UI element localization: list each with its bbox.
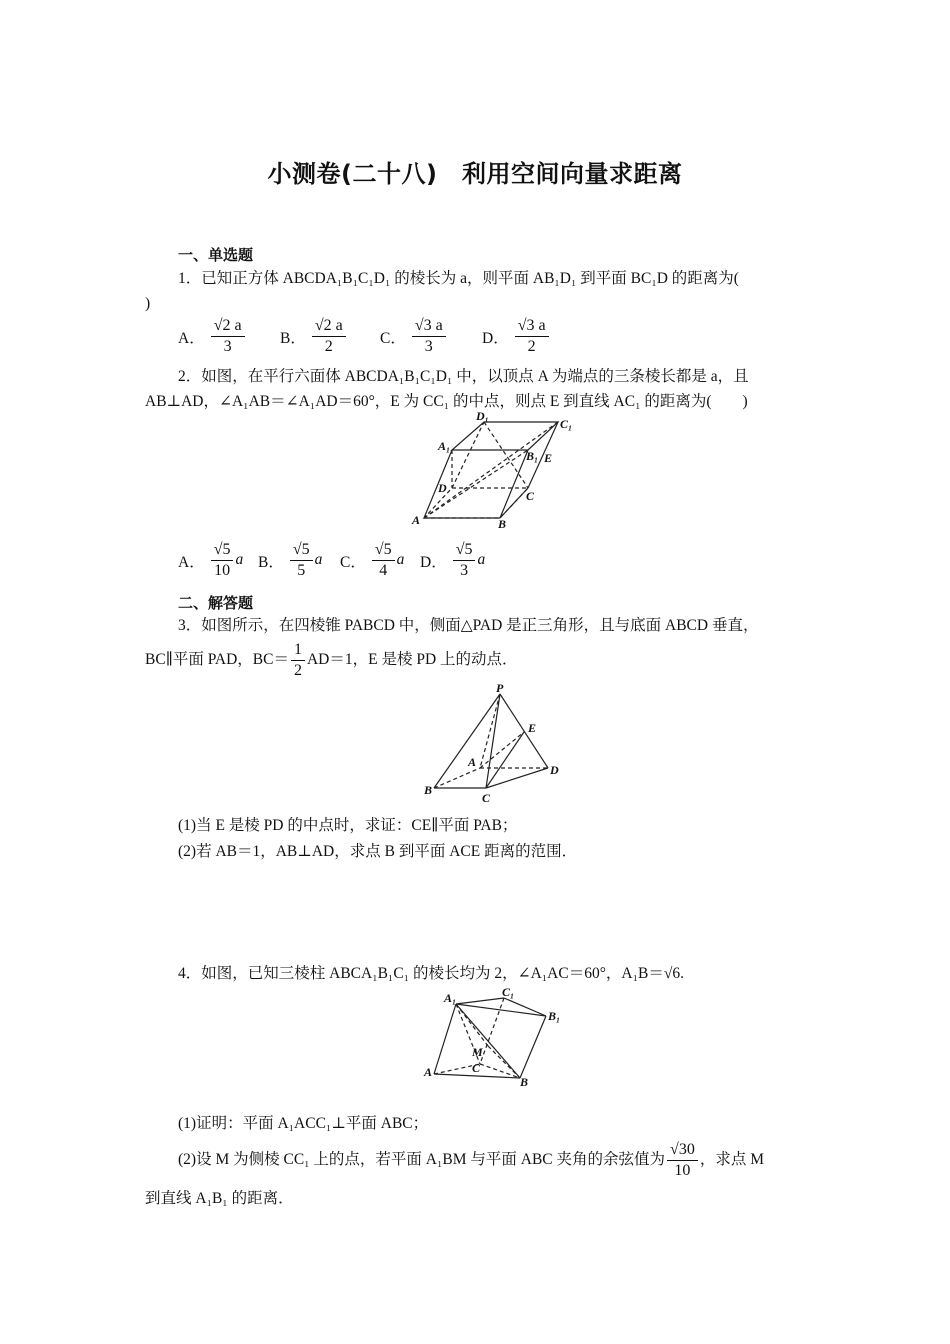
label-c1: C₁ <box>502 986 515 999</box>
label-c: C <box>472 1061 481 1075</box>
q1-option-b[interactable] <box>280 316 348 357</box>
label-a: A <box>424 1065 433 1079</box>
q1-option-c[interactable] <box>380 316 448 357</box>
option-fraction: $\frac{√2 a}{2}$ <box>312 316 346 357</box>
q2-stem-line2: AB⊥AD，∠A₁AB＝∠A₁AD＝60°，E 为 CC₁ 的中点，则点 E 到直线 AC₁ 的距离为( ) <box>145 393 748 410</box>
q2-option-c[interactable]: C． $\frac{√5}{4}$ a <box>340 541 405 579</box>
q2-option-d[interactable]: D． $\frac{√5}{3}$ a <box>420 541 486 579</box>
label-a1: A₁ <box>444 991 457 1005</box>
label-b1: B₁ <box>526 449 539 463</box>
q2-parallelepiped-figure <box>408 410 588 530</box>
section-heading-single-choice: 一、单选题 <box>178 246 254 264</box>
q1-option-d[interactable] <box>482 316 551 357</box>
label-a: A <box>412 513 421 527</box>
option-label: B． <box>280 329 306 347</box>
q3-stem-line2: BC∥平面 PAD，BC＝ $\frac{1}{2}$ AD＝1，E 是棱 PD 上的动点． <box>145 641 518 679</box>
option-label: D． <box>482 329 509 347</box>
q3-part1: (1)当 E 是棱 PD 的中点时，求证：CE∥平面 PAB； <box>178 817 518 834</box>
q1-stem-line2: ) <box>145 295 151 312</box>
label-c: C <box>526 489 535 503</box>
label-b: B <box>424 783 433 797</box>
label-c1: C₁ <box>560 417 573 431</box>
q3-pyramid-figure <box>420 682 570 802</box>
page-title: 小测卷(二十八) 利用空间向量求距离 <box>267 160 683 188</box>
q4-prism-figure <box>422 986 572 1090</box>
q1-stem-line1: 1．已知正方体 ABCDA₁B₁C₁D₁ 的棱长为 a，则平面 AB₁D₁ 到平面 BC₁D 的距离为( <box>178 270 739 287</box>
q4-stem: 4．如图，已知三棱柱 ABCA₁B₁C₁ 的棱长均为 2，∠A₁AC＝60°，A₁B＝√6. <box>178 965 684 982</box>
label-a1: A₁ <box>438 439 451 453</box>
q2-option-a[interactable]: A． $\frac{√5}{10}$ a <box>178 541 244 579</box>
q4-part2-line1: (2)设 M 为侧棱 CC₁ 上的点，若平面 A₁BM 与平面 ABC 夹角的余弦值为 $\frac{√30}{10}$ ，求点 M <box>178 1141 764 1179</box>
q1-option-a[interactable] <box>178 316 247 357</box>
label-c: C <box>482 791 491 802</box>
label-m: M <box>472 1045 483 1059</box>
label-b1: B₁ <box>548 1009 561 1023</box>
label-e: E <box>528 721 537 735</box>
label-a: A <box>468 755 477 769</box>
label-d: D <box>438 481 447 495</box>
q3-part2: (2)若 AB＝1，AB⊥AD，求点 B 到平面 ACE 距离的范围． <box>178 843 578 860</box>
label-e: E <box>544 451 553 465</box>
option-fraction: $\frac{√3 a}{2}$ <box>515 316 549 357</box>
q4-part2-line2: 到直线 A₁B₁ 的距离． <box>145 1190 294 1207</box>
label-d1: D₁ <box>476 410 489 423</box>
option-fraction: $\frac{√3 a}{3}$ <box>412 316 446 357</box>
label-b: B <box>520 1075 529 1089</box>
q2-option-b[interactable]: B． $\frac{√5}{5}$ a <box>258 541 323 579</box>
option-label: A． <box>178 329 205 347</box>
option-fraction: $\frac{√2 a}{3}$ <box>211 316 245 357</box>
label-p: P <box>496 682 504 695</box>
label-d: D <box>550 763 559 777</box>
option-label: C． <box>380 329 406 347</box>
q3-stem-line1: 3．如图所示，在四棱锥 PABCD 中，侧面△PAD 是正三角形，且与底面 ABCD 垂直， <box>178 617 759 634</box>
section-heading-answer: 二、解答题 <box>178 594 254 612</box>
label-b: B <box>498 517 507 530</box>
q2-stem-line1: 2．如图，在平行六面体 ABCDA₁B₁C₁D₁ 中，以顶点 A 为端点的三条棱长都是 a，且 <box>178 368 749 385</box>
q4-part1: (1)证明：平面 A₁ACC₁⊥平面 ABC； <box>178 1115 429 1132</box>
